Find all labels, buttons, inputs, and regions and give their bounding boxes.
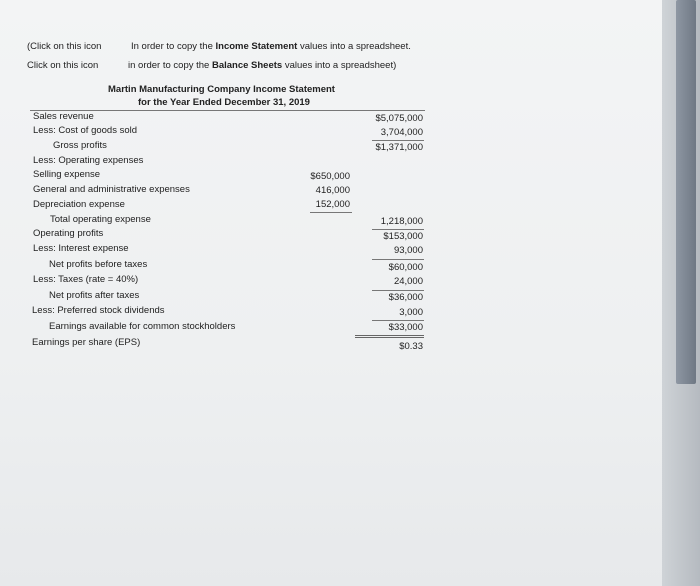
balance-sheet-copy-icon-link[interactable]: Click on this icon: [27, 60, 99, 71]
instruction-bold-text: Balance Sheets: [211, 60, 283, 71]
row-label: Net profits before taxes: [49, 259, 148, 270]
row-right-value: $60,000: [388, 262, 423, 273]
income-statement-copy-icon-link[interactable]: (Click on this icon: [27, 41, 102, 52]
row-label: Less: Operating expenses: [33, 155, 144, 166]
vertical-scrollbar[interactable]: [662, 0, 700, 586]
statement-title: Martin Manufacturing Company Income Statement: [108, 84, 335, 95]
statement-subtitle: for the Year Ended December 31, 2019: [138, 97, 310, 108]
row-right-value: $36,000: [388, 292, 423, 303]
subtotal-rule: [372, 140, 424, 141]
subtotal-rule: [372, 229, 424, 230]
row-label: Total operating expense: [50, 214, 151, 225]
row-label: Gross profits: [53, 140, 107, 151]
row-label: Depreciation expense: [33, 199, 125, 210]
subtotal-rule: [372, 290, 424, 291]
row-label: General and administrative expenses: [33, 184, 190, 195]
instruction-text: In order to copy the: [131, 41, 216, 52]
instruction-text: in order to copy the: [128, 60, 212, 71]
row-right-value: $153,000: [383, 231, 423, 242]
row-label: Earnings available for common stockholders: [49, 321, 236, 332]
instruction-bold-text: Income Statement: [215, 41, 298, 52]
double-underline-rule: [355, 335, 424, 338]
row-right-value: 93,000: [393, 245, 423, 256]
scrollbar-thumb[interactable]: [676, 0, 696, 384]
row-right-value: 3,704,000: [380, 127, 423, 138]
mid-total-rule: [310, 212, 352, 213]
instruction-text: values into a spreadsheet): [282, 60, 397, 71]
row-label: Operating profits: [33, 228, 104, 239]
row-label: Less: Taxes (rate = 40%): [33, 274, 139, 285]
eps-value: $0.33: [399, 341, 423, 352]
instruction-text: values into a spreadsheet.: [297, 41, 411, 52]
row-right-value: 24,000: [393, 276, 423, 287]
row-mid-value: 152,000: [315, 199, 350, 210]
row-right-value: $5,075,000: [375, 113, 423, 124]
row-label: Less: Cost of goods sold: [33, 125, 138, 136]
row-label: Selling expense: [33, 169, 101, 180]
balance-sheet-copy-instruction: [128, 60, 396, 72]
row-label: Net profits after taxes: [49, 290, 140, 301]
row-right-value: $33,000: [388, 322, 423, 333]
subtotal-rule: [372, 320, 424, 321]
row-right-value: $1,371,000: [375, 142, 423, 153]
row-label: Earnings per share (EPS): [32, 337, 141, 348]
row-label: Less: Interest expense: [33, 243, 129, 254]
income-statement-copy-instruction: [131, 41, 411, 53]
row-mid-value: $650,000: [310, 171, 350, 182]
subtotal-rule: [372, 259, 424, 260]
row-mid-value: 416,000: [315, 185, 350, 196]
row-right-value: 1,218,000: [380, 216, 423, 227]
row-label: Less: Preferred stock dividends: [32, 305, 165, 316]
row-right-value: 3,000: [399, 307, 423, 318]
row-label: Sales revenue: [33, 111, 94, 122]
